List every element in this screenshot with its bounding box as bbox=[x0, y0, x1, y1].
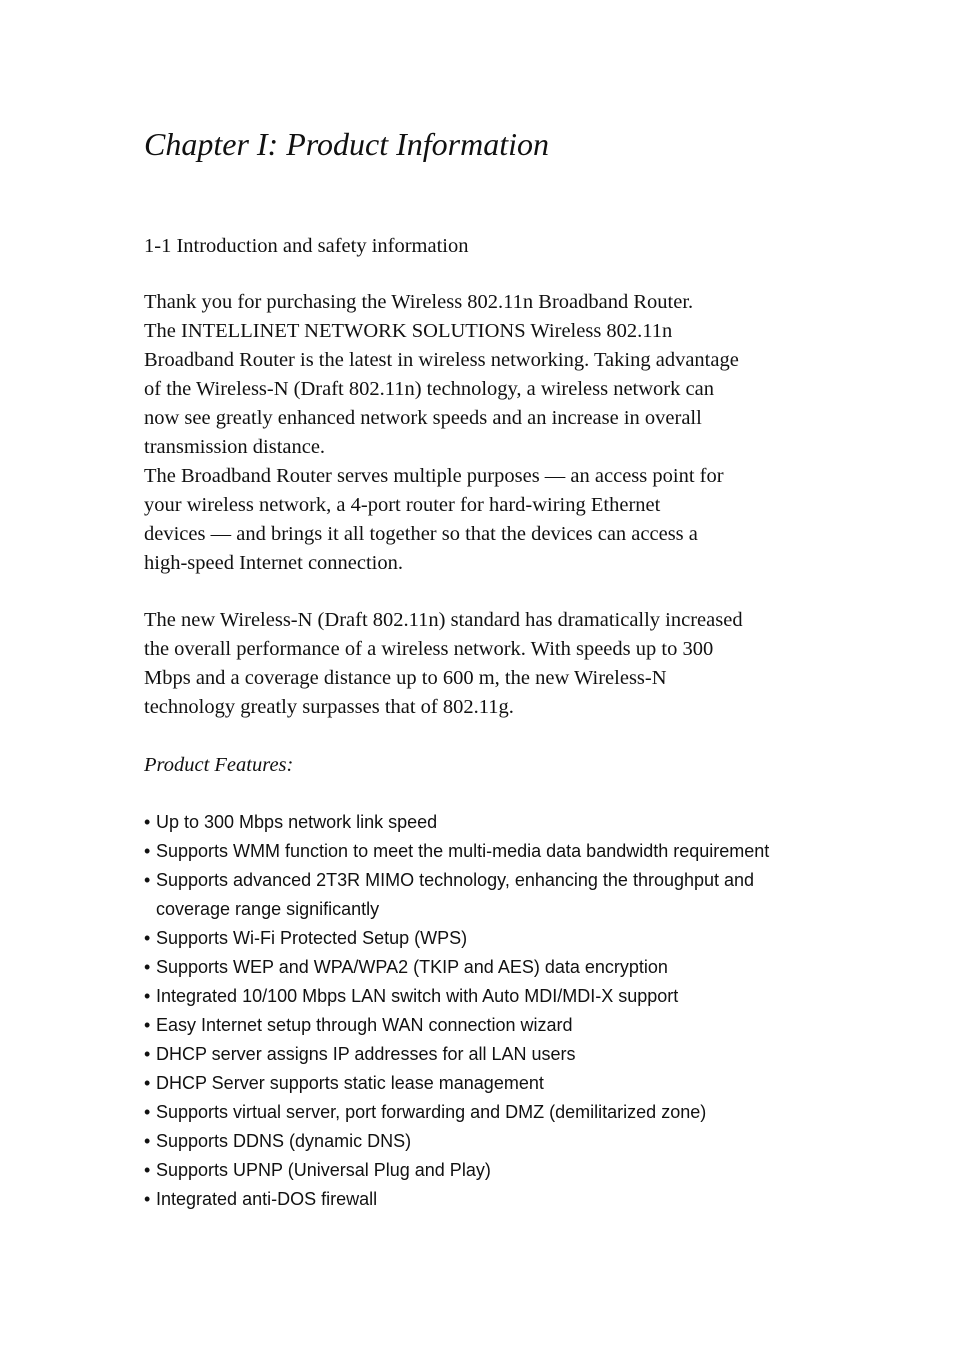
product-features-list bbox=[144, 808, 769, 1214]
feature-list-item bbox=[144, 808, 769, 837]
feature-text: Supports Wi-Fi Protected Setup (WPS) bbox=[156, 928, 468, 948]
feature-list-item bbox=[144, 924, 769, 953]
feature-list-item bbox=[144, 1156, 769, 1185]
bullet-icon: • bbox=[144, 1015, 151, 1035]
section-heading: 1-1 Introduction and safety information bbox=[144, 235, 469, 257]
bullet-icon: • bbox=[144, 957, 151, 977]
chapter-title: Chapter I: Product Information bbox=[144, 126, 549, 162]
feature-list-item bbox=[144, 1069, 769, 1098]
paragraph-line: your wireless network, a 4-port router for hard-wiring Ethernet bbox=[144, 494, 661, 516]
intro-paragraph bbox=[144, 288, 739, 578]
bullet-icon: • bbox=[144, 841, 151, 861]
bullet-icon: • bbox=[144, 986, 151, 1006]
feature-list-item bbox=[144, 837, 769, 866]
paragraph-line: Thank you for purchasing the Wireless 802.11n Broadband Router. bbox=[144, 291, 694, 313]
feature-text: Supports DDNS (dynamic DNS) bbox=[156, 1131, 412, 1151]
feature-text: Supports virtual server, port forwarding and DMZ (demilitarized zone) bbox=[156, 1102, 707, 1122]
paragraph-line: devices — and brings it all together so that the devices can access a bbox=[144, 523, 698, 545]
feature-text: Supports advanced 2T3R MIMO technology, enhancing the throughput and bbox=[156, 870, 755, 890]
feature-text-continuation: coverage range significantly bbox=[156, 899, 380, 919]
bullet-icon: • bbox=[144, 1160, 151, 1180]
paragraph-line: The INTELLINET NETWORK SOLUTIONS Wireless 802.11n bbox=[144, 320, 673, 342]
feature-text: DHCP server assigns IP addresses for all LAN users bbox=[156, 1044, 576, 1064]
bullet-icon: • bbox=[144, 1189, 151, 1209]
bullet-icon: • bbox=[144, 1102, 151, 1122]
feature-list-item bbox=[144, 1185, 769, 1214]
feature-list-item bbox=[144, 1098, 769, 1127]
paragraph-line: Mbps and a coverage distance up to 600 m, the new Wireless-N bbox=[144, 667, 667, 689]
product-features-heading: Product Features: bbox=[144, 754, 294, 776]
paragraph-line: transmission distance. bbox=[144, 436, 326, 458]
paragraph-line: The new Wireless-N (Draft 802.11n) standard has dramatically increased bbox=[144, 609, 743, 631]
bullet-icon: • bbox=[144, 812, 151, 832]
feature-text: Supports WMM function to meet the multi-media data bandwidth requirement bbox=[156, 841, 770, 861]
paragraph-line: technology greatly surpasses that of 802.11g. bbox=[144, 696, 514, 718]
paragraph-line: high-speed Internet connection. bbox=[144, 552, 404, 574]
feature-text: Supports WEP and WPA/WPA2 (TKIP and AES) data encryption bbox=[156, 957, 668, 977]
feature-list-item bbox=[144, 1011, 769, 1040]
feature-list-item bbox=[144, 953, 769, 982]
paragraph-line: the overall performance of a wireless network. With speeds up to 300 bbox=[144, 638, 714, 660]
paragraph-line: The Broadband Router serves multiple purposes — an access point for bbox=[144, 465, 724, 487]
bullet-icon: • bbox=[144, 1044, 151, 1064]
paragraph-line: now see greatly enhanced network speeds and an increase in overall bbox=[144, 407, 702, 429]
paragraph-line: Broadband Router is the latest in wireless networking. Taking advantage bbox=[144, 349, 739, 371]
feature-text: Integrated 10/100 Mbps LAN switch with Auto MDI/MDI-X support bbox=[156, 986, 679, 1006]
feature-text: Integrated anti-DOS firewall bbox=[156, 1189, 378, 1209]
feature-text: Up to 300 Mbps network link speed bbox=[156, 812, 438, 832]
feature-list-item bbox=[144, 982, 769, 1011]
feature-list-item bbox=[144, 1040, 769, 1069]
bullet-icon: • bbox=[144, 1073, 151, 1093]
wireless-n-paragraph bbox=[144, 606, 743, 722]
feature-list-item bbox=[144, 866, 769, 924]
bullet-icon: • bbox=[144, 1131, 151, 1151]
feature-text: Easy Internet setup through WAN connection wizard bbox=[156, 1015, 573, 1035]
feature-text: Supports UPNP (Universal Plug and Play) bbox=[156, 1160, 491, 1180]
bullet-icon: • bbox=[144, 928, 151, 948]
feature-text: DHCP Server supports static lease management bbox=[156, 1073, 544, 1093]
paragraph-line: of the Wireless-N (Draft 802.11n) technology, a wireless network can bbox=[144, 378, 714, 400]
bullet-icon: • bbox=[144, 870, 151, 890]
feature-list-item bbox=[144, 1127, 769, 1156]
